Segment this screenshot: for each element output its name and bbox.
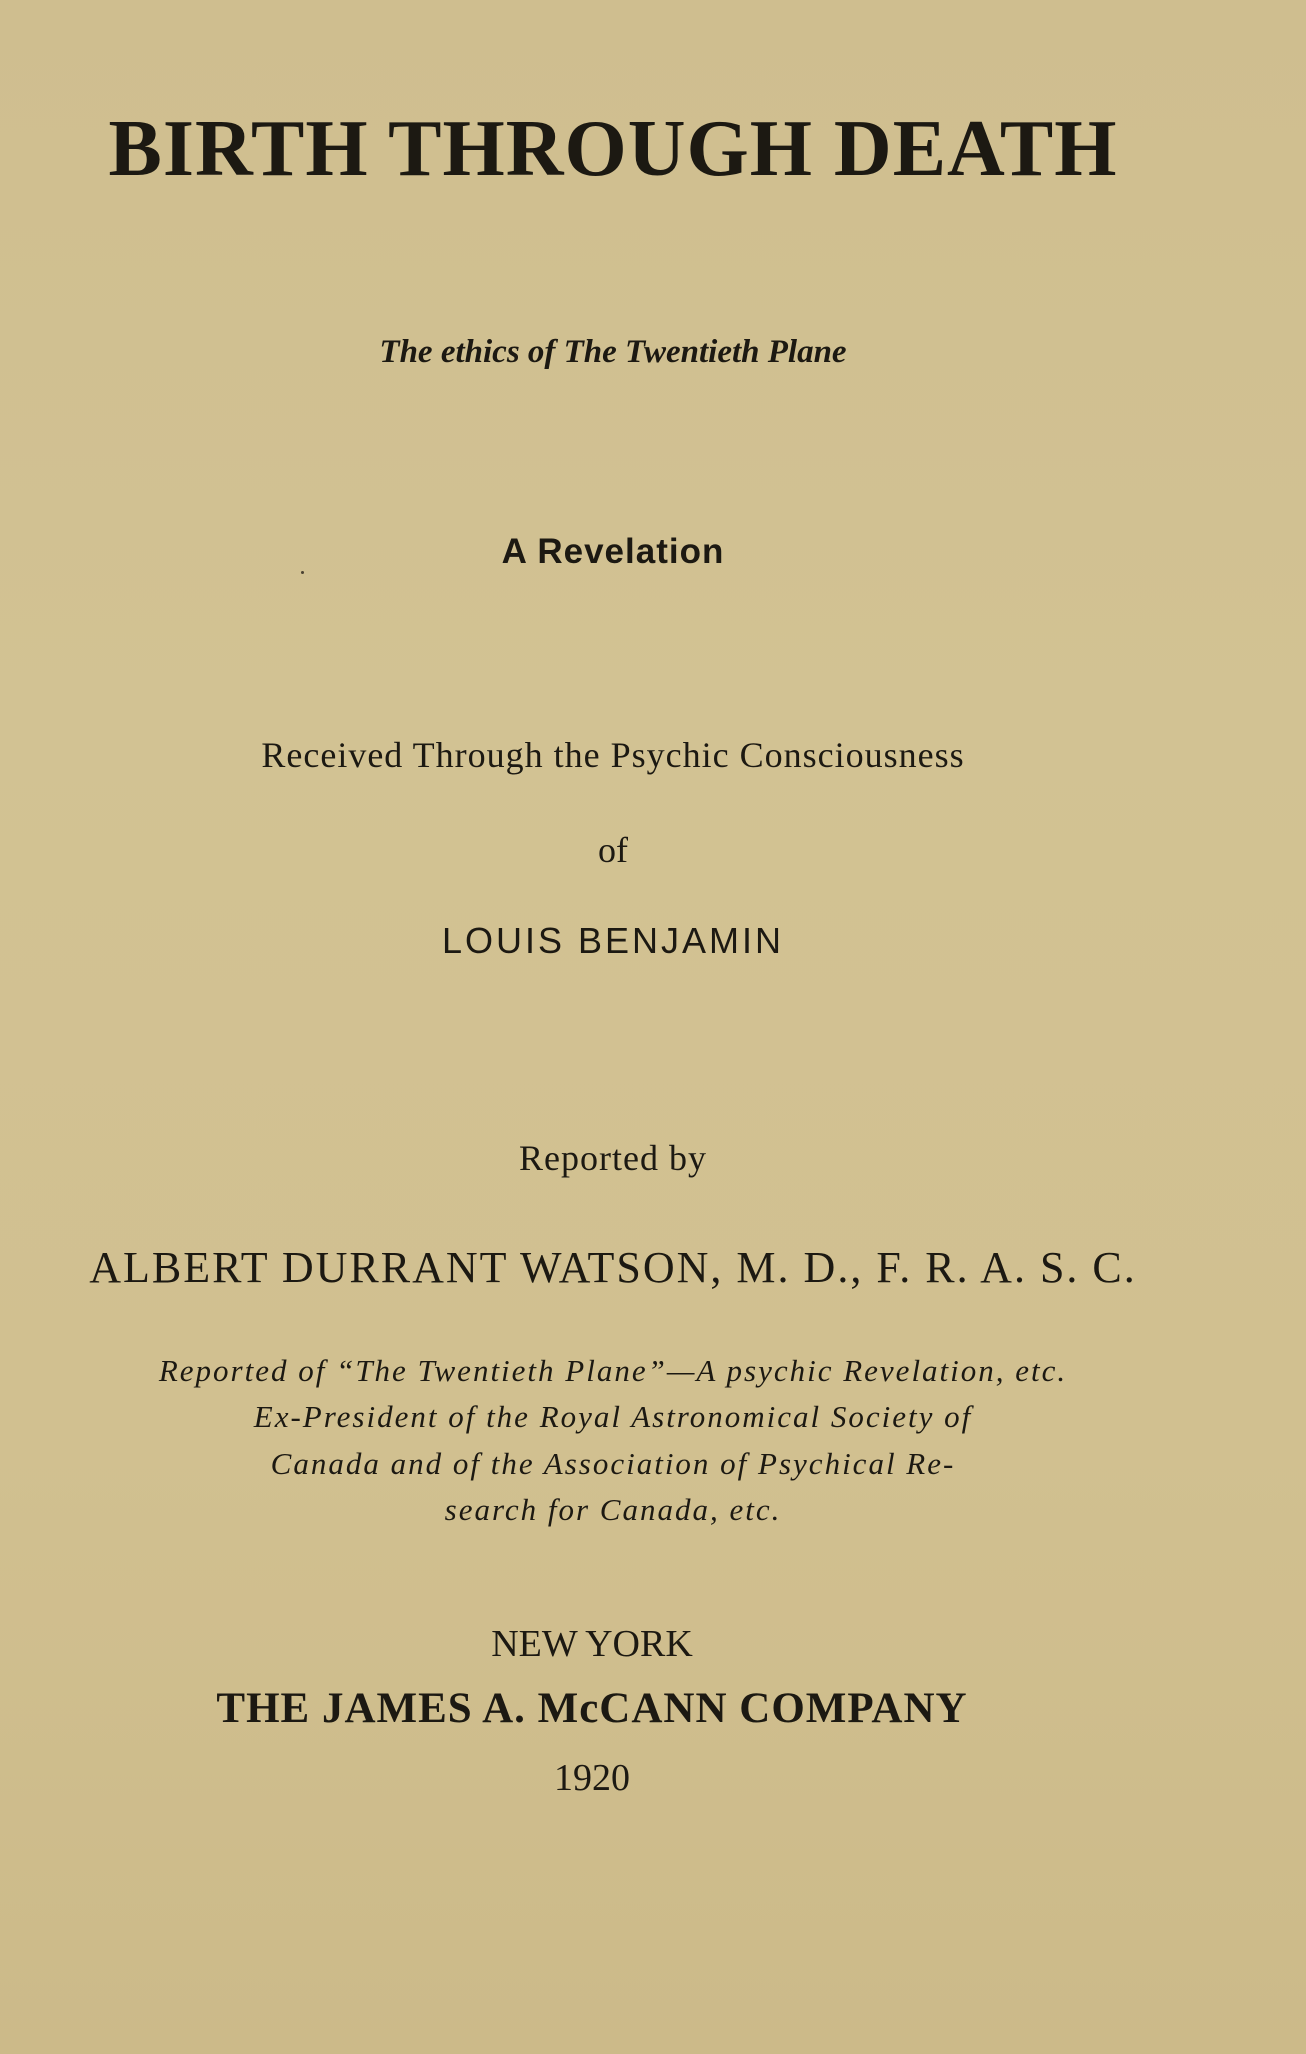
credential-line: Canada and of the Association of Psychical Re-: [270, 1446, 956, 1481]
book-title: BIRTH THROUGH DEATH: [108, 105, 1118, 193]
credential-line: search for Canada, etc.: [444, 1492, 782, 1527]
book-subtitle: The ethics of The Twentieth Plane: [379, 334, 847, 370]
descriptor: A Revelation: [501, 532, 725, 571]
credential-line: Reported of “The Twentieth Plane”—A psychic Revelation, etc.: [158, 1353, 1068, 1388]
medium-name: LOUIS BENJAMIN: [441, 920, 785, 961]
reporter-name: ALBERT DURRANT WATSON, M. D., F. R. A. S. C.: [89, 1243, 1137, 1292]
reported-by-line: Reported by: [519, 1138, 707, 1178]
publisher-name: THE JAMES A. McCANN COMPANY: [216, 1685, 968, 1732]
credential-line: Ex-President of the Royal Astronomical Society of: [253, 1399, 973, 1434]
of-line: of: [598, 830, 628, 870]
publisher-city: NEW YORK: [491, 1623, 693, 1665]
received-line: Received Through the Psychic Consciousness: [261, 735, 965, 775]
publication-year: 1920: [554, 1757, 630, 1799]
